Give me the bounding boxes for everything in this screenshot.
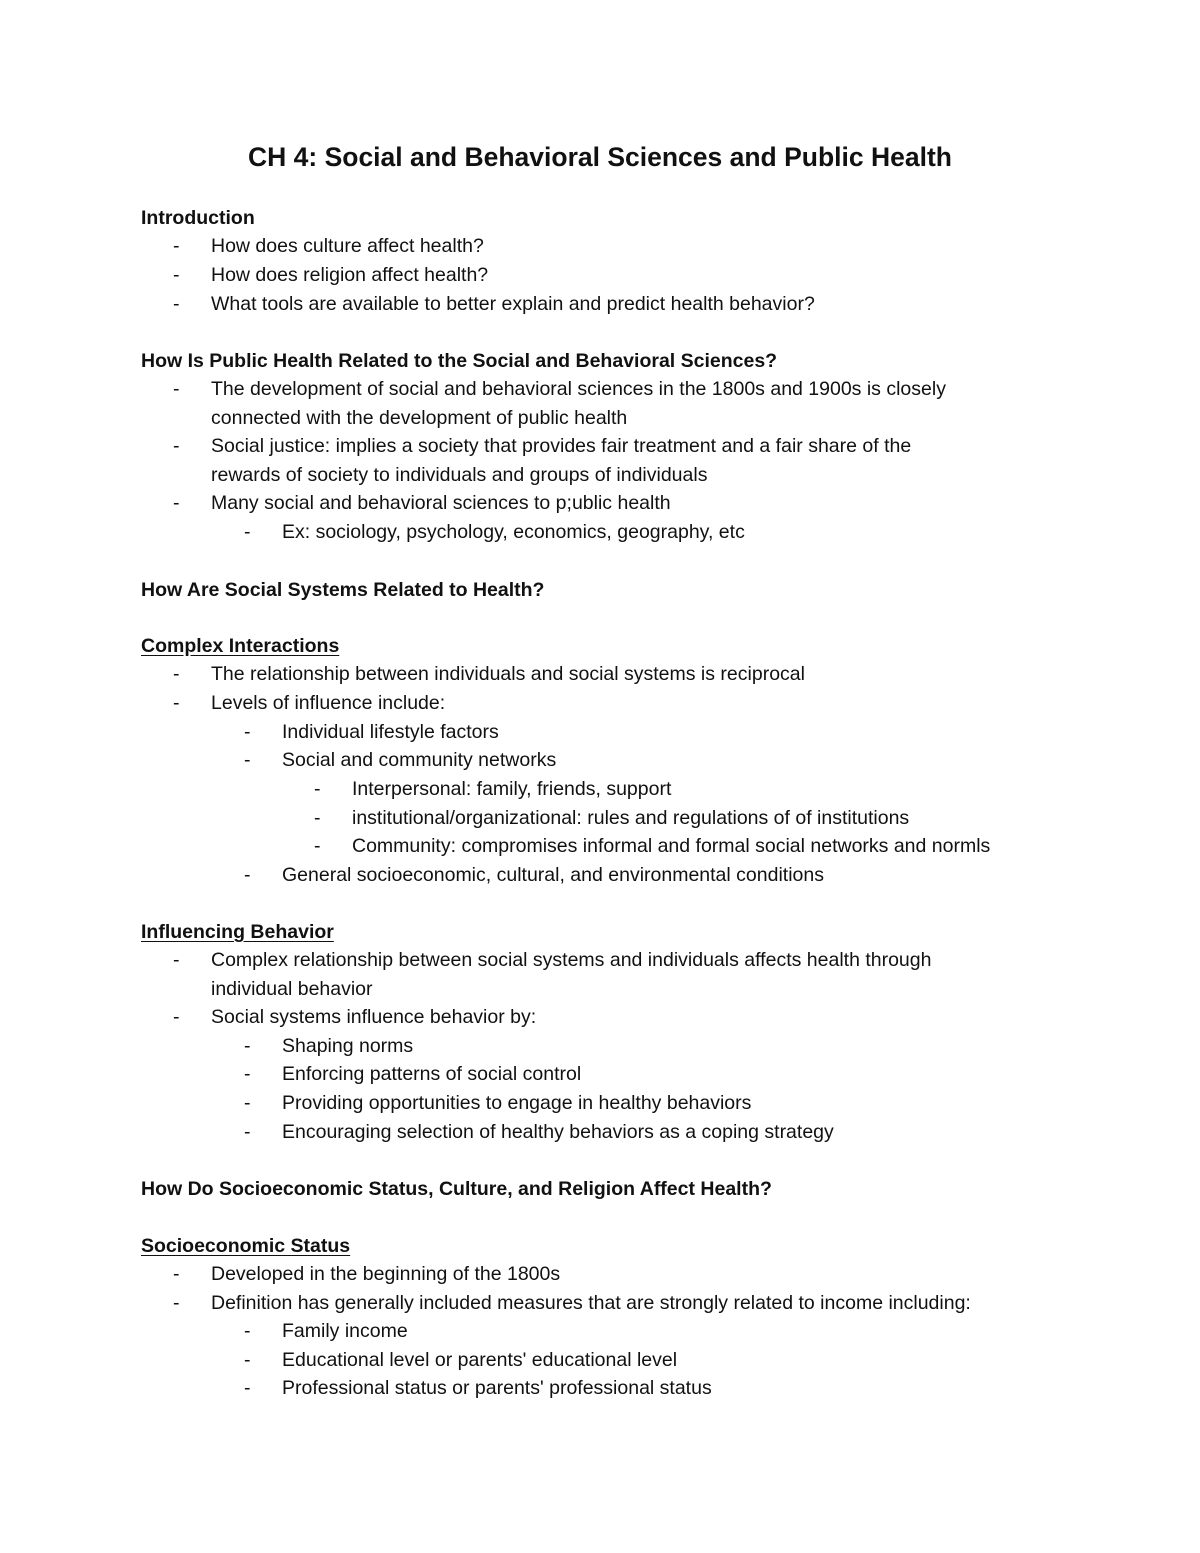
list-item <box>173 432 912 461</box>
bullet-dash: - <box>173 1006 180 1028</box>
list-item <box>173 660 805 689</box>
bullet-dash: - <box>244 1320 251 1342</box>
list-item <box>244 1118 834 1147</box>
list-item <box>173 261 489 290</box>
list-item-continuation <box>211 404 627 433</box>
bullet-dash: - <box>173 1292 180 1314</box>
bullet-dash: - <box>173 1263 180 1285</box>
bullet-dash: - <box>244 1035 251 1057</box>
list-item <box>244 1317 408 1346</box>
heading-introduction: Introduction <box>141 207 255 229</box>
list-item-text: Individual lifestyle factors <box>282 721 499 743</box>
list-item <box>173 946 932 975</box>
bullet-dash: - <box>314 835 321 857</box>
list-item <box>173 1003 537 1032</box>
list-item <box>173 1260 561 1289</box>
heading-social-systems: How Are Social Systems Related to Health? <box>141 579 545 601</box>
bullet-dash: - <box>173 293 180 315</box>
list-item-text: individual behavior <box>211 978 373 1000</box>
list-item-text: Ex: sociology, psychology, economics, geography, etc <box>282 521 745 543</box>
list-item <box>173 290 815 319</box>
list-item-text: How does culture affect health? <box>211 235 484 257</box>
list-item-text: General socioeconomic, cultural, and environmental conditions <box>282 864 824 886</box>
list-item <box>173 1289 971 1318</box>
list-item-continuation <box>211 975 373 1004</box>
list-item-text: The development of social and behavioral sciences in the 1800s and 1900s is closely <box>211 378 946 400</box>
list-item-text: Definition has generally included measures that are strongly related to income including: <box>211 1292 971 1314</box>
list-item <box>173 232 484 261</box>
list-item-text: What tools are available to better explain and predict health behavior? <box>211 293 815 315</box>
list-item-text: Shaping norms <box>282 1035 414 1057</box>
list-item <box>244 1374 712 1403</box>
bullet-dash: - <box>244 1349 251 1371</box>
bullet-dash: - <box>173 435 180 457</box>
bullet-dash: - <box>314 778 321 800</box>
list-item <box>314 832 991 861</box>
subheading-complex-interactions: Complex Interactions <box>141 635 340 657</box>
list-item <box>244 1346 678 1375</box>
list-item-text: Community: compromises informal and formal social networks and normls <box>352 835 991 857</box>
list-item <box>314 775 672 804</box>
subheading-socioeconomic-status: Socioeconomic Status <box>141 1235 351 1257</box>
list-item <box>244 746 557 775</box>
list-item-text: Enforcing patterns of social control <box>282 1063 582 1085</box>
list-item-text: Many social and behavioral sciences to p;ublic health <box>211 492 671 514</box>
list-item-text: How does religion affect health? <box>211 264 489 286</box>
list-item-text: Developed in the beginning of the 1800s <box>211 1263 561 1285</box>
list-item-text: rewards of society to individuals and groups of individuals <box>211 464 708 486</box>
bullet-dash: - <box>173 663 180 685</box>
list-item-text: Family income <box>282 1320 408 1342</box>
bullet-dash: - <box>173 235 180 257</box>
bullet-dash: - <box>314 807 321 829</box>
list-item <box>244 1032 414 1061</box>
list-item <box>244 1060 582 1089</box>
bullet-dash: - <box>244 864 251 886</box>
list-item-text: Complex relationship between social systems and individuals affects health through <box>211 949 932 971</box>
bullet-dash: - <box>244 1121 251 1143</box>
bullet-dash: - <box>244 721 251 743</box>
list-item-text: connected with the development of public health <box>211 407 628 429</box>
bullet-dash: - <box>173 692 180 714</box>
list-item-text: institutional/organizational: rules and regulations of of institutions <box>352 807 910 829</box>
bullet-dash: - <box>244 1063 251 1085</box>
list-item-text: Educational level or parents' educational level <box>282 1349 678 1371</box>
list-item-text: Social systems influence behavior by: <box>211 1006 537 1028</box>
list-item <box>244 861 824 890</box>
list-item <box>173 375 946 404</box>
heading-ses-culture-religion: How Do Socioeconomic Status, Culture, and Religion Affect Health? <box>141 1178 772 1200</box>
list-item <box>173 489 671 518</box>
bullet-dash: - <box>173 378 180 400</box>
list-item-text: The relationship between individuals and social systems is reciprocal <box>211 663 805 685</box>
list-item-continuation <box>211 461 707 490</box>
list-item <box>314 804 910 833</box>
heading-public-health-relation: How Is Public Health Related to the Social and Behavioral Sciences? <box>141 350 778 372</box>
bullet-dash: - <box>173 492 180 514</box>
list-item <box>244 518 745 547</box>
list-item-text: Social and community networks <box>282 749 557 771</box>
bullet-dash: - <box>244 1092 251 1114</box>
list-item-text: Social justice: implies a society that provides fair treatment and a fair share of the <box>211 435 912 457</box>
list-item-text: Levels of influence include: <box>211 692 446 714</box>
subheading-influencing-behavior: Influencing Behavior <box>141 921 334 943</box>
bullet-dash: - <box>173 949 180 971</box>
list-item <box>244 1089 752 1118</box>
list-item-text: Professional status or parents' professional status <box>282 1377 712 1399</box>
bullet-dash: - <box>173 264 180 286</box>
list-item-text: Providing opportunities to engage in healthy behaviors <box>282 1092 752 1114</box>
document-title: CH 4: Social and Behavioral Sciences and Public Health <box>248 142 952 172</box>
list-item-text: Interpersonal: family, friends, support <box>352 778 672 800</box>
list-item-text: Encouraging selection of healthy behaviors as a coping strategy <box>282 1121 834 1143</box>
bullet-dash: - <box>244 749 251 771</box>
bullet-dash: - <box>244 1377 251 1399</box>
list-item <box>173 689 446 718</box>
list-item <box>244 718 499 747</box>
bullet-dash: - <box>244 521 251 543</box>
